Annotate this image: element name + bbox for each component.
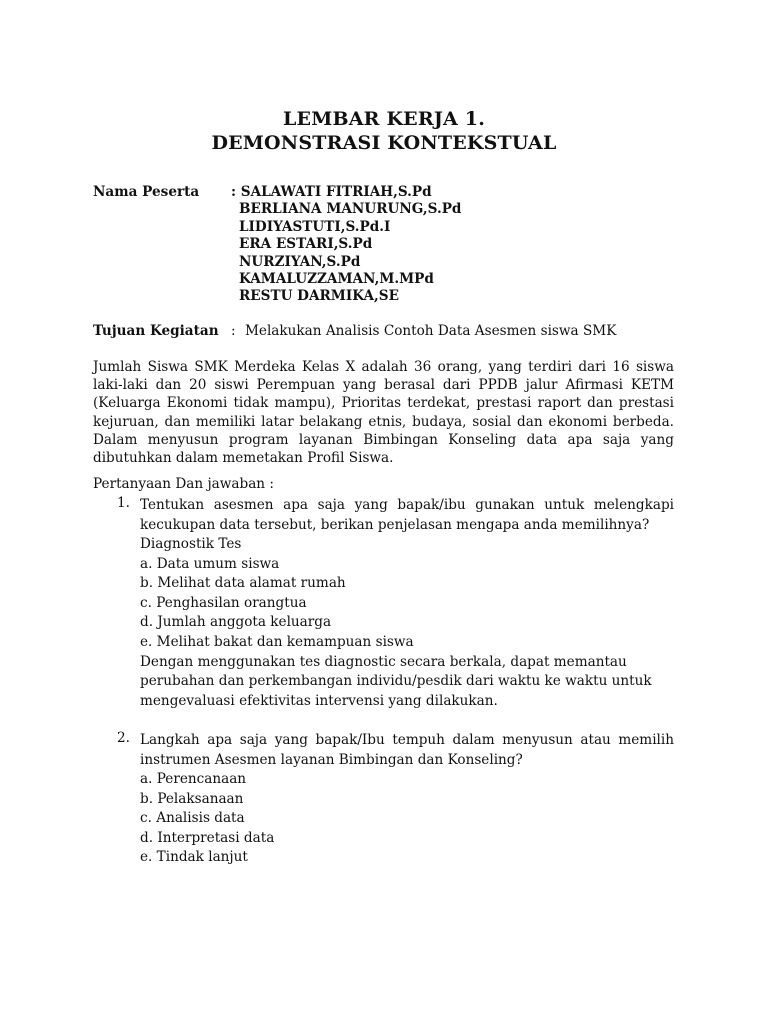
- question-item: [117, 730, 674, 868]
- question-text: Langkah apa saja yang bapak/Ibu tempuh dalam menyusun atau memilih instrumen Asesmen layanan Bimbingan dan Konseling?: [140, 732, 674, 768]
- page-title-line2: DEMONSTRASI KONTEKSTUAL: [211, 132, 557, 154]
- participants-list: [231, 184, 462, 306]
- answer-item: b. Pelaksanaan: [140, 790, 244, 807]
- answer-item: e. Melihat bakat dan kemampuan siswa: [140, 633, 414, 650]
- question-text: Tentukan asesmen apa saja yang bapak/ibu gunakan untuk melengkapi kecukupan data tersebut, berikan penjelasan mengapa anda memilihnya?: [140, 497, 674, 533]
- answer-item: b. Melihat data alamat rumah: [140, 575, 346, 592]
- question-number: 1.: [117, 495, 130, 511]
- question-number: 2.: [117, 730, 130, 746]
- answer-item: c. Penghasilan orangtua: [140, 594, 307, 611]
- participant-name: BERLIANA MANURUNG,S.Pd: [239, 201, 462, 218]
- answer-item: d. Interpretasi data: [140, 829, 275, 846]
- page-title-line1: LEMBAR KERJA 1.: [282, 108, 486, 130]
- answer-item: e. Tindak lanjut: [140, 849, 248, 866]
- question-item: [117, 495, 674, 711]
- participant-name: LIDIYASTUTI,S.Pd.I: [239, 218, 391, 235]
- answer-item: a. Data umum siswa: [140, 555, 280, 572]
- qa-heading: Pertanyaan Dan jawaban :: [93, 476, 274, 492]
- answer-list: [140, 770, 674, 868]
- answer-conclusion: Dengan menggunakan tes diagnostic secara berkala, dapat memantau perubahan dan perkembangan individu/pesdik dari waktu ke waktu untuk mengevaluasi efektivitas intervensi yang dilakukan.: [140, 653, 652, 709]
- goal-label: Tujuan Kegiatan: [93, 323, 219, 339]
- intro-paragraph: Jumlah Siswa SMK Merdeka Kelas X adalah 36 orang, yang terdiri dari 16 siswa laki-laki dan 20 siswi Perempuan yang berasal dari PPDB jalur Afirmasi KETM (Keluarga Ekonomi tidak mampu), Prioritas terdekat, prestasi raport dan prestasi kejuruan, dan memiliki latar belakang etnis, budaya, sosial dan ekonomi berbeda. Dalam menyusun program layanan Bimbingan Konseling data apa saja yang dibutuhkan dalam memetakan Profil Siswa.: [93, 359, 674, 467]
- participant-name: KAMALUZZAMAN,M.MPd: [239, 271, 434, 288]
- participant-name: RESTU DARMIKA,SE: [239, 288, 399, 305]
- answer-item: d. Jumlah anggota keluarga: [140, 614, 332, 631]
- answer-item: Diagnostik Tes: [140, 536, 242, 552]
- goal-colon: :: [231, 323, 236, 339]
- participant-name: NURZIYAN,S.Pd: [239, 253, 361, 270]
- answer-item: c. Analisis data: [140, 810, 245, 827]
- participant-name: ERA ESTARI,S.Pd: [239, 236, 373, 253]
- answer-list: [140, 535, 674, 653]
- answer-item: a. Perencanaan: [140, 771, 247, 787]
- participant-name: : SALAWATI FITRIAH,S.Pd: [231, 184, 432, 200]
- participants-label: Nama Peserta: [93, 184, 200, 200]
- goal-text: Melakukan Analisis Contoh Data Asesmen siswa SMK: [245, 323, 617, 339]
